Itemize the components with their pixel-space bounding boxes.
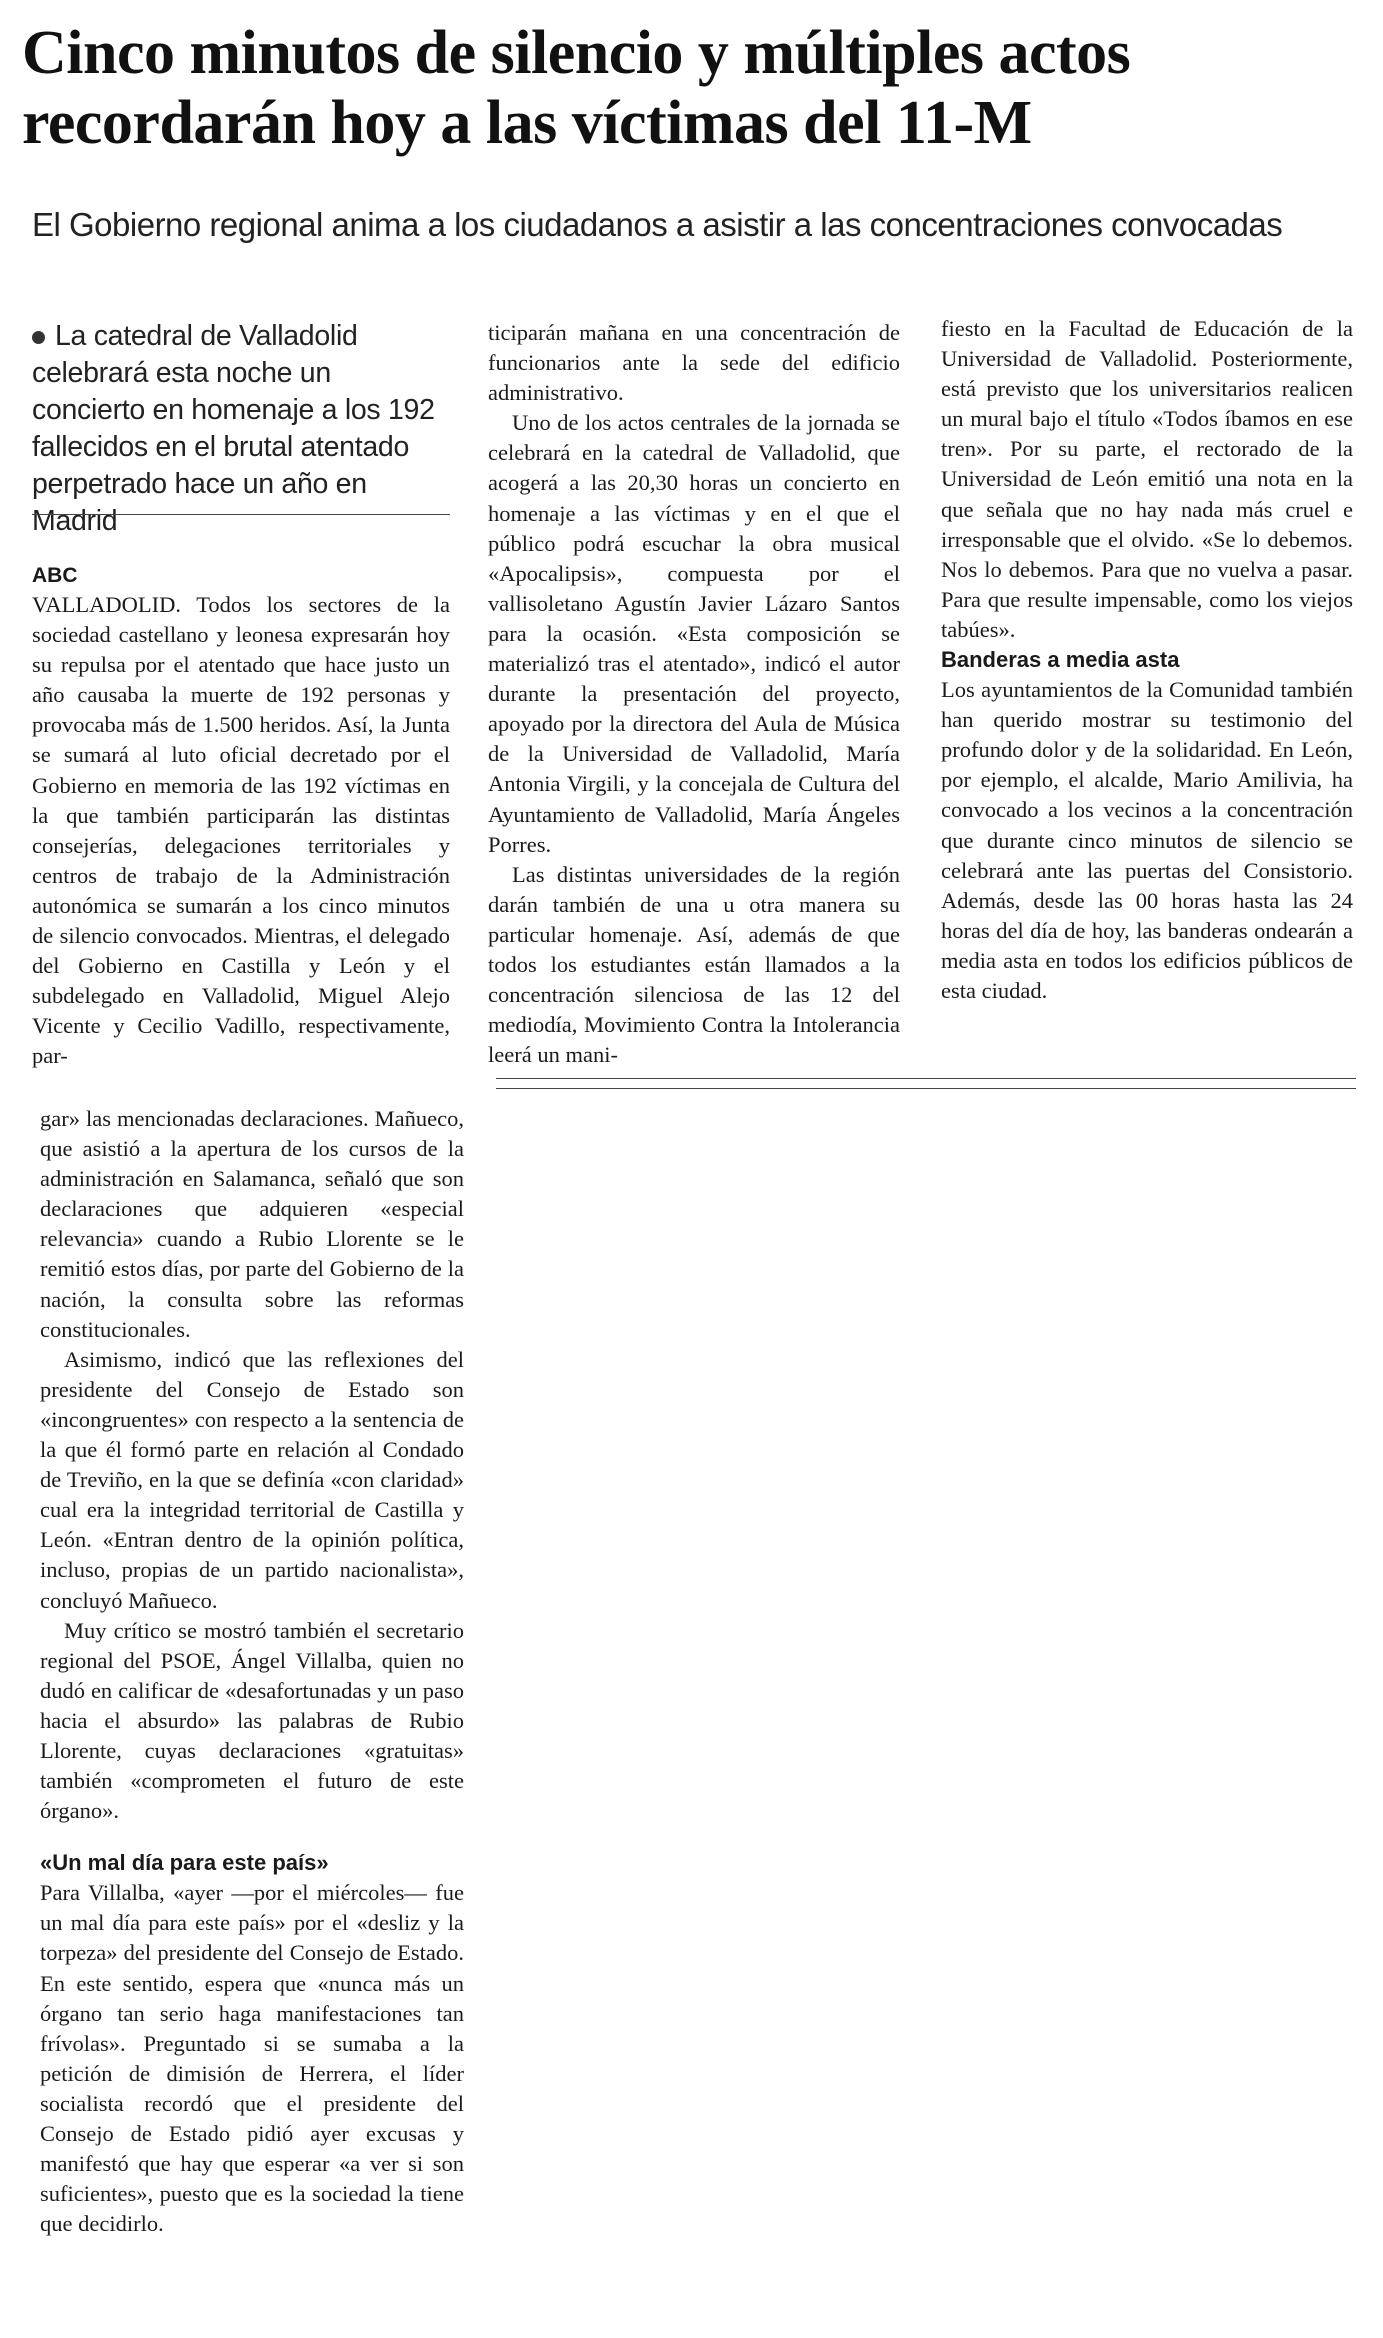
column-2 [488, 318, 900, 1070]
col3-paragraph-1: fiesto en la Facultad de Educación de la Universidad de Valladolid. Posteriormente, está previsto que los universitarios realicen un mural bajo el título «Todos íbamos en ese tren». Por su parte, el rectorado de la Universidad de León emitió una nota en la que señala que no hay nada más cruel e irresponsable que el olvido. «Se lo debemos. Nos lo debemos. Para que no vuelva a pasar. Para que resulte impensable, como los viejos tabúes». [941, 316, 1353, 642]
col2-paragraph-2: Uno de los actos centrales de la jornada se celebrará en la catedral de Valladolid, que acogerá a las 20,30 horas un concierto en homenaje a las víctimas y en el que el público podrá escuchar la obra musical «Apocalipsis», compuesta por el vallisoletano Agustín Javier Lázaro Santos para la ocasión. «Esta composición se materializó tras el atentado», indicó el autor durante la presentación del proyecto, apoyado por la directora del Aula de Música de la Universidad de Valladolid, María Antonia Virgili, y la concejala de Cultura del Ayuntamiento de Valladolid, María Ángeles Porres. [488, 410, 900, 857]
section-heading-mal-dia: «Un mal día para este país» [40, 1850, 329, 1876]
byline: ABC [32, 564, 78, 587]
lower-paragraph-1: gar» las mencionadas declaraciones. Mañueco, que asistió a la apertura de los cursos de la administración en Salamanca, señaló que son declaraciones que adquieren «especial relevancia» cuando a Rubio Llorente se le remitió estos días, por parte del Gobierno de la nación, la consulta sobre las reformas constitucionales. [40, 1106, 464, 1342]
article-end-rule-2 [496, 1088, 1356, 1089]
subheadline: El Gobierno regional anima a los ciudadanos a asistir a las concentraciones convocadas [32, 206, 1283, 243]
section-heading-banderas: Banderas a media asta [941, 647, 1180, 673]
headline: Cinco minutos de silencio y múltiples actos recordarán hoy a las víctimas del 11-M [22, 19, 1131, 157]
lead-paragraph [32, 318, 450, 540]
lead-text: La catedral de Valladolid celebrará esta noche un concierto en homenaje a los 192 fallecidos en el brutal atentado perpetrado hace un año en Madrid [32, 320, 435, 537]
lower-column [40, 1104, 464, 2239]
lower-paragraph-2: Asimismo, indicó que las reflexiones del presidente del Consejo de Estado son «incongruentes» con respecto a la sentencia de la que él formó parte en relación al Condado de Treviño, en la que se definía «con claridad» cual era la integridad territorial de Castilla y León. «Entran dentro de la opinión política, incluso, propias de un partido nacionalista», concluyó Mañueco. [40, 1346, 464, 1613]
col2-paragraph-1: ticiparán mañana en una concentración de funcionarios ante la sede del edificio administrativo. [488, 320, 900, 406]
col2-paragraph-3: Las distintas universidades de la región darán también de una u otra manera su particular homenaje. Así, además de que todos los estudiantes están llamados a la concentración silenciosa de las 12 del mediodía, Movimiento Contra la Intolerancia leerá un mani- [488, 861, 900, 1068]
lead-divider [32, 514, 450, 515]
column-1 [32, 318, 450, 1072]
lower-paragraph-3: Muy crítico se mostró también el secretario regional del PSOE, Ángel Villalba, quien no dudó en calificar de «desafortunadas y un paso hacia el absurdo» las palabras de Rubio Llorente, cuyas declaraciones «gratuitas» también «comprometen el futuro de este órgano». [40, 1617, 464, 1824]
col3-paragraph-2: Los ayuntamientos de la Comunidad también han querido mostrar su testimonio del profundo dolor y de la solidaridad. En León, por ejemplo, el alcalde, Mario Amilivia, ha convocado a los vecinos a la concentración que durante cinco minutos de silencio se celebrará ante las puertas del Consistorio. Además, desde las 00 horas hasta las 24 horas del día de hoy, las banderas ondearán a media asta en todos los edificios públicos de esta ciudad. [941, 677, 1353, 1003]
lower-paragraph-4: Para Villalba, «ayer —por el miércoles— fue un mal día para este país» por el «desliz y la torpeza» del presidente del Consejo de Estado. En este sentido, espera que «nunca más un órgano tan serio haga manifestaciones tan frívolas». Preguntado si se sumaba a la petición de dimisión de Herrera, el líder socialista recordó que el presidente del Consejo de Estado pidió ayer excusas y manifestó que hay que esperar «a ver si son suficientes», puesto que es la sociedad la tiene que decidirlo. [40, 1880, 464, 2237]
col1-paragraph: VALLADOLID. Todos los sectores de la sociedad castellano y leonesa expresarán hoy su repulsa por el atentado que hace justo un año causaba la muerte de 192 personas y provocaba más de 1.500 heridos. Así, la Junta se sumará al luto oficial decretado por el Gobierno en memoria de las 192 víctimas en la que también participarán las distintas consejerías, delegaciones territoriales y centros de trabajo de la Administración autonómica se sumarán a los cinco minutos de silencio convocados. Mientras, el delegado del Gobierno en Castilla y León y el subdelegado en Valladolid, Miguel Alejo Vicente y Cecilio Vadillo, respectivamente, par- [32, 592, 450, 1069]
article-end-rule [496, 1078, 1356, 1079]
column-3 [941, 314, 1353, 1006]
bullet-icon [32, 331, 45, 344]
